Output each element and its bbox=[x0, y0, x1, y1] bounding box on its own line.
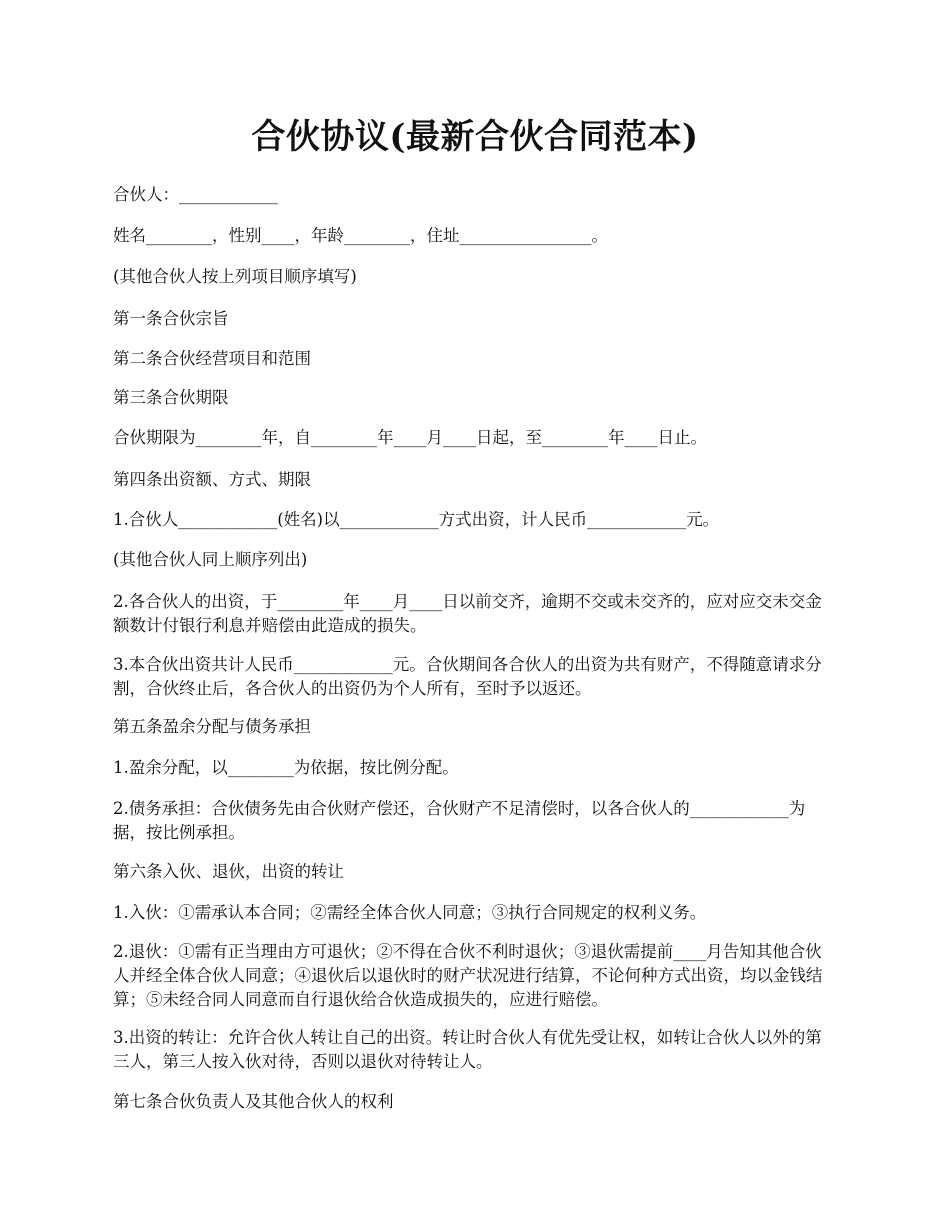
paragraph-partner-line: 合伙人：____________ bbox=[113, 185, 278, 204]
document-title: 合伙协议(最新合伙合同范本) bbox=[251, 117, 699, 157]
article-3-heading: 第三条合伙期限 bbox=[113, 388, 229, 407]
paragraph-contribution-2: 2.各合伙人的出资，于________年____月____日以前交齐，逾期不交或未交齐的，应对应交未交金额数计付银行利息并赔偿由此造成的损失。 bbox=[113, 592, 822, 635]
paragraph-contribution-3: 3.本合伙出资共计人民币____________元。合伙期间各合伙人的出资为共有财产，不得随意请求分割，合伙终止后，各合伙人的出资仍为个人所有，至时予以返还。 bbox=[113, 655, 822, 698]
paragraph-other-partners-note: (其他合伙人按上列项目顺序填写) bbox=[113, 267, 357, 286]
paragraph-withdrawal: 2.退伙：①需有正当理由方可退伙；②不得在合伙不利时退伙；③退伙需提前____月告知其他合伙人并经全体合伙人同意；④退伙后以退伙时的财产状况进行结算，不论何种方式出资，均以金钱结算；⑤未经合同人同意而自行退伙给合伙造成损失的，应进行赔偿。 bbox=[113, 942, 823, 1009]
article-4-heading: 第四条出资额、方式、期限 bbox=[113, 470, 311, 489]
paragraph-other-partners-order: (其他合伙人同上顺序列出) bbox=[113, 550, 308, 569]
article-5-heading: 第五条盈余分配与债务承担 bbox=[113, 717, 311, 736]
paragraph-contribution-1: 1.合伙人____________(姓名)以____________方式出资，计人民币____________元。 bbox=[113, 510, 720, 529]
paragraph-profit-distribution: 1.盈余分配，以________为依据，按比例分配。 bbox=[113, 758, 459, 777]
paragraph-transfer: 3.出资的转让：允许合伙人转让自己的出资。转让时合伙人有优先受让权，如转让合伙人以外的第三人，第三人按入伙对待，否则以退伙对待转让人。 bbox=[113, 1028, 822, 1071]
article-6-heading: 第六条入伙、退伙，出资的转让 bbox=[113, 862, 344, 881]
paragraph-partner-details: 姓名________，性别____，年龄________，住址________________。 bbox=[113, 226, 608, 245]
article-7-heading: 第七条合伙负责人及其他合伙人的权利 bbox=[113, 1092, 394, 1111]
paragraph-term: 合伙期限为________年，自________年____月____日起，至________年____日止。 bbox=[113, 428, 707, 447]
paragraph-debt-liability: 2.债务承担：合伙债务先由合伙财产偿还，合伙财产不足清偿时，以各合伙人的____________为据，按比例承担。 bbox=[113, 799, 806, 842]
article-2-heading: 第二条合伙经营项目和范围 bbox=[113, 349, 311, 368]
article-1-heading: 第一条合伙宗旨 bbox=[113, 309, 229, 328]
paragraph-admission: 1.入伙：①需承认本合同；②需经全体合伙人同意；③执行合同规定的权利义务。 bbox=[113, 903, 707, 922]
